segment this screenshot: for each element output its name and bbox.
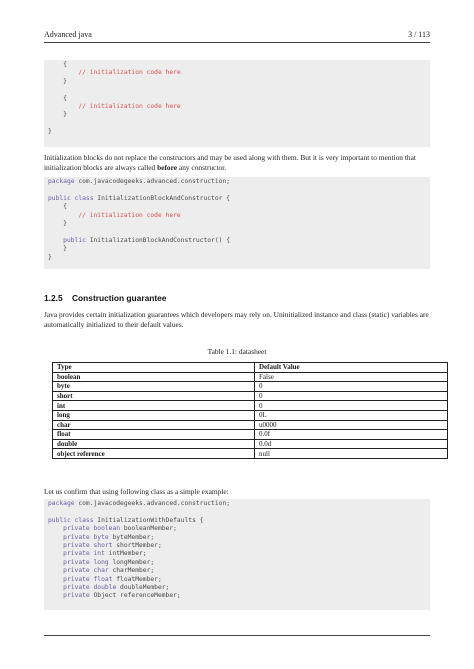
- default-value-cell: 0.0f: [255, 430, 448, 440]
- code-token: public: [63, 236, 86, 244]
- code-line: [48, 237, 430, 245]
- default-value-cell: null: [255, 449, 448, 459]
- column-header-default-value: Default Value: [255, 363, 448, 373]
- code-line: [48, 128, 430, 136]
- code-line: [48, 500, 430, 508]
- code-line: [48, 592, 430, 600]
- code-token: private double: [63, 583, 117, 591]
- default-value-cell: 0: [255, 391, 448, 401]
- code-line: [48, 69, 430, 77]
- table-row: [53, 401, 448, 411]
- paragraph-example-intro: Let us confirm that using following class as a simple example:: [44, 487, 229, 496]
- emphasis-before: before: [157, 163, 178, 172]
- code-token: floatMember;: [112, 575, 162, 583]
- code-token: shortMember;: [112, 541, 162, 549]
- code-token: private byte: [63, 533, 109, 541]
- section-heading: [44, 293, 166, 303]
- code-token: [48, 559, 63, 566]
- code-line: [48, 111, 430, 119]
- code-block-initialization-with-defaults: [44, 499, 430, 610]
- code-line: [48, 195, 430, 203]
- default-value-cell: 0.0d: [255, 439, 448, 449]
- type-cell: int: [53, 401, 255, 411]
- table-row: [53, 410, 448, 420]
- code-token: private boolean: [63, 525, 121, 533]
- type-cell: double: [53, 439, 255, 449]
- table-row: [53, 420, 448, 430]
- section-number: 1.2.5: [44, 293, 63, 303]
- code-line: [48, 120, 430, 128]
- table-caption: Table 1.1: datasheet: [207, 347, 267, 356]
- code-line: [48, 534, 430, 542]
- code-line: [48, 95, 430, 103]
- code-line: [48, 245, 430, 253]
- code-token: longMember;: [108, 558, 155, 566]
- code-token: private: [63, 592, 90, 600]
- paragraph-construction-guarantee: Java provides certain initialization guarantees which developers may rely on. Uninitialized instance and class (static) variables are automatically initialized to their default values.: [44, 310, 429, 329]
- code-line: [48, 212, 430, 220]
- type-cell: boolean: [53, 372, 255, 382]
- default-value-cell: False: [255, 372, 448, 382]
- code-token: InitializationBlockAndConstructor() {: [85, 236, 230, 244]
- page-number: 3 / 113: [408, 30, 430, 39]
- code-token: {: [48, 94, 67, 102]
- code-token: // initialization code here: [48, 102, 181, 110]
- code-token: public class: [48, 194, 94, 202]
- code-token: }: [48, 128, 52, 136]
- table-row: [53, 372, 448, 382]
- page-header: [44, 30, 430, 42]
- paragraph-initialization-blocks: [44, 153, 430, 173]
- section-title: Construction guarantee: [72, 293, 167, 303]
- code-line: [48, 86, 430, 94]
- table-row: [53, 382, 448, 392]
- code-token: [48, 567, 63, 574]
- code-token: InitializationWithDefaults {: [93, 516, 204, 524]
- code-token: [48, 534, 63, 541]
- code-token: }: [48, 219, 67, 227]
- code-token: private long: [63, 558, 109, 566]
- code-token: private short: [63, 541, 113, 549]
- code-token: [48, 584, 63, 591]
- table-row: [53, 439, 448, 449]
- type-cell: char: [53, 420, 255, 430]
- paragraph-text-end: any constructor.: [177, 163, 227, 172]
- code-line: [48, 576, 430, 584]
- type-cell: short: [53, 391, 255, 401]
- code-token: com.javacodegeeks.advanced.construction;: [74, 178, 230, 185]
- code-token: com.javacodegeeks.advanced.construction;: [74, 500, 230, 507]
- code-token: // initialization code here: [48, 69, 181, 77]
- code-token: [48, 237, 63, 244]
- code-token: private char: [63, 567, 109, 575]
- code-token: charMember;: [108, 567, 155, 575]
- column-header-type: Type: [53, 363, 255, 373]
- default-value-cell: 0: [255, 382, 448, 392]
- code-token: [48, 525, 63, 532]
- code-token: InitializationBlockAndConstructor {: [93, 194, 230, 202]
- type-cell: object reference: [53, 449, 255, 459]
- code-line: [48, 542, 430, 550]
- code-token: }: [48, 111, 67, 119]
- code-block-block-and-constructor: [44, 177, 430, 269]
- footer-rule: [44, 635, 430, 636]
- code-token: doubleMember;: [116, 583, 170, 591]
- code-line: [48, 525, 430, 533]
- code-token: byteMember;: [108, 533, 155, 541]
- default-value-cell: 0L: [255, 410, 448, 420]
- code-line: [48, 517, 430, 525]
- code-token: booleanMember;: [120, 525, 177, 533]
- table-row: [53, 430, 448, 440]
- type-cell: byte: [53, 382, 255, 392]
- document-title: Advanced java: [44, 30, 92, 39]
- paragraph-text: Initialization blocks do not replace the constructors and may be used along with them. But it is very important to mention that initialization blocks are always called: [44, 153, 416, 172]
- code-token: Object referenceMember;: [89, 592, 181, 600]
- code-line: [48, 220, 430, 228]
- code-token: // initialization code here: [48, 211, 181, 219]
- code-token: private float: [63, 575, 113, 583]
- code-token: }: [48, 245, 67, 253]
- code-token: private int: [63, 550, 105, 558]
- code-token: [48, 592, 63, 599]
- type-cell: float: [53, 430, 255, 440]
- code-line: [48, 61, 430, 69]
- code-line: [48, 78, 430, 86]
- code-token: [48, 576, 63, 583]
- table-row: [53, 391, 448, 401]
- datasheet-table: [52, 362, 448, 459]
- code-line: [48, 508, 430, 516]
- code-line: [48, 584, 430, 592]
- type-cell: long: [53, 410, 255, 420]
- code-token: intMember;: [104, 550, 147, 558]
- code-token: {: [48, 61, 67, 68]
- code-line: [48, 559, 430, 567]
- code-token: }: [48, 253, 52, 261]
- header-rule: [44, 42, 430, 43]
- code-token: [48, 550, 63, 557]
- code-block-initialization-blocks: [44, 60, 430, 147]
- code-token: public class: [48, 516, 94, 524]
- code-line: [48, 186, 430, 194]
- code-token: [48, 542, 63, 549]
- code-token: package: [48, 500, 75, 507]
- code-token: {: [48, 203, 67, 211]
- code-line: [48, 178, 430, 186]
- code-line: [48, 567, 430, 575]
- default-value-cell: 0: [255, 401, 448, 411]
- table-header-row: [53, 363, 448, 373]
- code-line: [48, 550, 430, 558]
- code-line: [48, 254, 430, 262]
- code-line: [48, 228, 430, 236]
- default-value-cell: u0000: [255, 420, 448, 430]
- code-line: [48, 203, 430, 211]
- code-token: package: [48, 178, 75, 185]
- code-line: [48, 103, 430, 111]
- table-row: [53, 449, 448, 459]
- code-token: }: [48, 77, 67, 85]
